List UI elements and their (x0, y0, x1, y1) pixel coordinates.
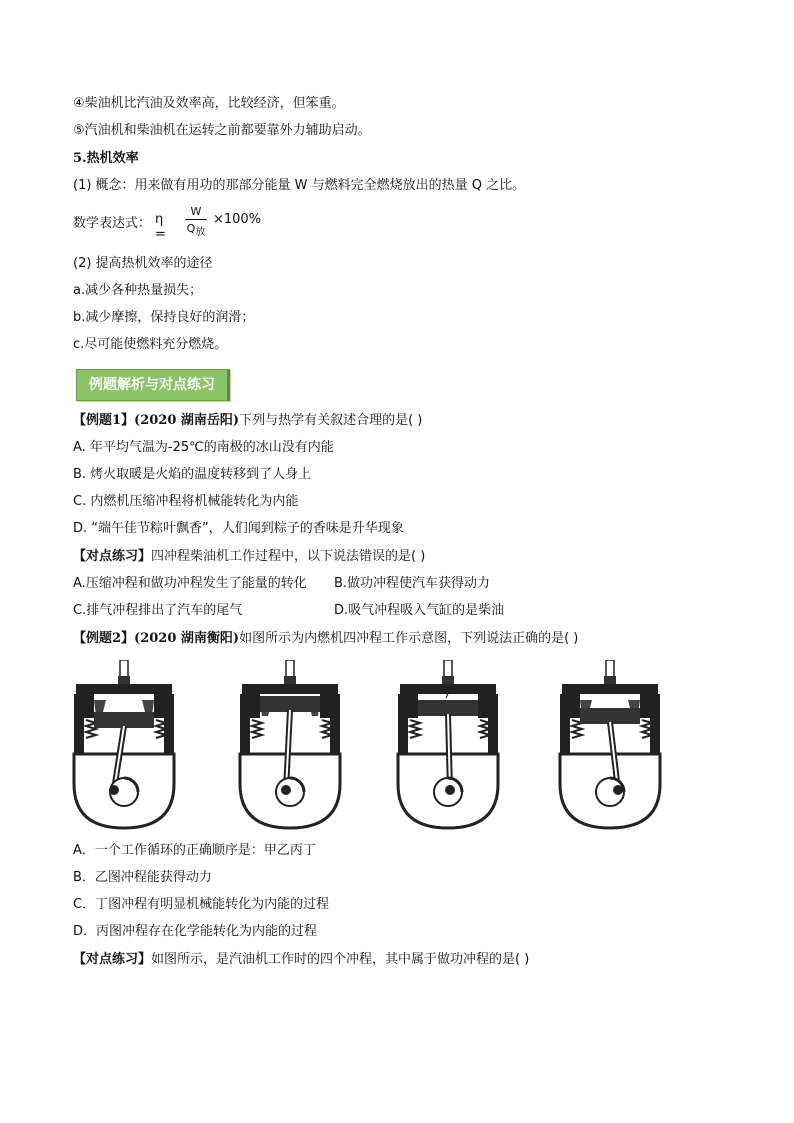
cylinder-wall-left (74, 694, 84, 754)
section-badge: 例题解析与对点练习 (76, 369, 230, 401)
formula-fraction (185, 204, 207, 241)
formula-numerator: W (190, 205, 202, 218)
practice-1-option-a: A.压缩冲程和做功冲程发生了能量的转化 (73, 576, 307, 591)
section-heading: 5.热机效率 (73, 151, 139, 166)
practice-1-question: 四冲程柴油机工作过程中，以下说法错误的是( ) (151, 549, 426, 564)
cylinder-wall-left (240, 694, 250, 754)
cylinder-wall-right (330, 694, 340, 754)
example-1-option-c: C. 内燃机压缩冲程将机械能转化为内能 (73, 494, 299, 509)
spring-left (252, 720, 262, 738)
way-b: b.减少摩擦，保持良好的润滑； (73, 310, 255, 325)
piston (260, 696, 320, 712)
way-a: a.减少各种热量损失； (73, 283, 203, 298)
spark-plug (444, 660, 452, 678)
cylinder-wall-left (560, 694, 570, 754)
piston (580, 708, 640, 724)
example-2-option-c: C．丁图冲程有明显机械能转化为内能的过程 (73, 897, 330, 912)
example-2-option-d: D．丙图冲程存在化学能转化为内能的过程 (73, 924, 318, 939)
cylinder-wall-right (488, 694, 498, 754)
practice-2-question: 如图所示，是汽油机工作时的四个冲程，其中属于做功冲程的是( ) (151, 952, 530, 967)
piston (418, 700, 478, 716)
practice-1-tag: 【对点练习】 (73, 549, 152, 564)
formula-multiplier: ×100% (213, 212, 262, 227)
cylinder-wall-left (398, 694, 408, 754)
concept-text: (1) 概念：用来做有用功的那部分能量 W 与燃料完全燃烧放出的热量 Q 之比。 (73, 178, 526, 193)
engine-diagram-intake (66, 660, 216, 832)
example-2-question: 如图所示为内燃机四冲程工作示意图，下列说法正确的是( ) (239, 631, 579, 646)
formula-eta: η = (155, 212, 166, 242)
spring-left (410, 720, 420, 738)
cylinder-wall-right (650, 694, 660, 754)
example-1-option-a: A. 年平均气温为-25℃的南极的冰山没有内能 (73, 440, 334, 455)
example-1-stem (73, 412, 422, 430)
engine-diagram-power (390, 660, 540, 832)
example-2-option-b: B．乙图冲程能获得动力 (73, 870, 212, 885)
formula-label: 数学表达式： (73, 216, 152, 231)
example-1-option-d: D. “端午佳节粽叶飘香”，人们闻到粽子的香味是升华现象 (73, 521, 404, 536)
piston (94, 712, 154, 728)
example-1-option-b: B. 烤火取暖是火焰的温度转移到了人身上 (73, 467, 312, 482)
ways-heading: (2) 提高热机效率的途径 (73, 256, 213, 271)
example-2-option-a: A．一个工作循环的正确顺序是：甲乙丙丁 (73, 843, 316, 858)
cylinder-wall-right (164, 694, 174, 754)
practice-2-stem (73, 951, 529, 969)
item-4-text: ④柴油机比汽油及效率高，比较经济，但笨重。 (73, 96, 345, 111)
engine-diagram-exhaust (552, 660, 702, 832)
spark-plug (120, 660, 128, 678)
engine-diagram-compression (232, 660, 382, 832)
formula-denominator: $Q_放$ (186, 222, 206, 239)
way-c: c.尽可能使燃料充分燃烧。 (73, 337, 228, 352)
example-1-source: (2020 湖南岳阳) (134, 413, 240, 428)
item-5-text: ⑤汽油机和柴油机在运转之前都要靠外力辅助启动。 (73, 123, 371, 138)
example-1-question: 下列与热学有关叙述合理的是( ) (239, 413, 423, 428)
practice-2-tag: 【对点练习】 (73, 952, 152, 967)
example-1-tag: 【例题1】 (73, 413, 135, 428)
practice-1-stem (73, 548, 425, 566)
example-2-source: (2020 湖南衡阳) (134, 631, 240, 646)
spark-plug (606, 660, 614, 678)
spark-plug (286, 660, 294, 678)
practice-1-option-c: C.排气冲程排出了汽车的尾气 (73, 603, 243, 618)
practice-1-option-b: B.做功冲程使汽车获得动力 (334, 576, 491, 591)
example-2-tag: 【例题2】 (73, 631, 135, 646)
practice-1-option-d: D.吸气冲程吸入气缸的是柴油 (334, 603, 505, 618)
example-2-stem (73, 630, 578, 648)
